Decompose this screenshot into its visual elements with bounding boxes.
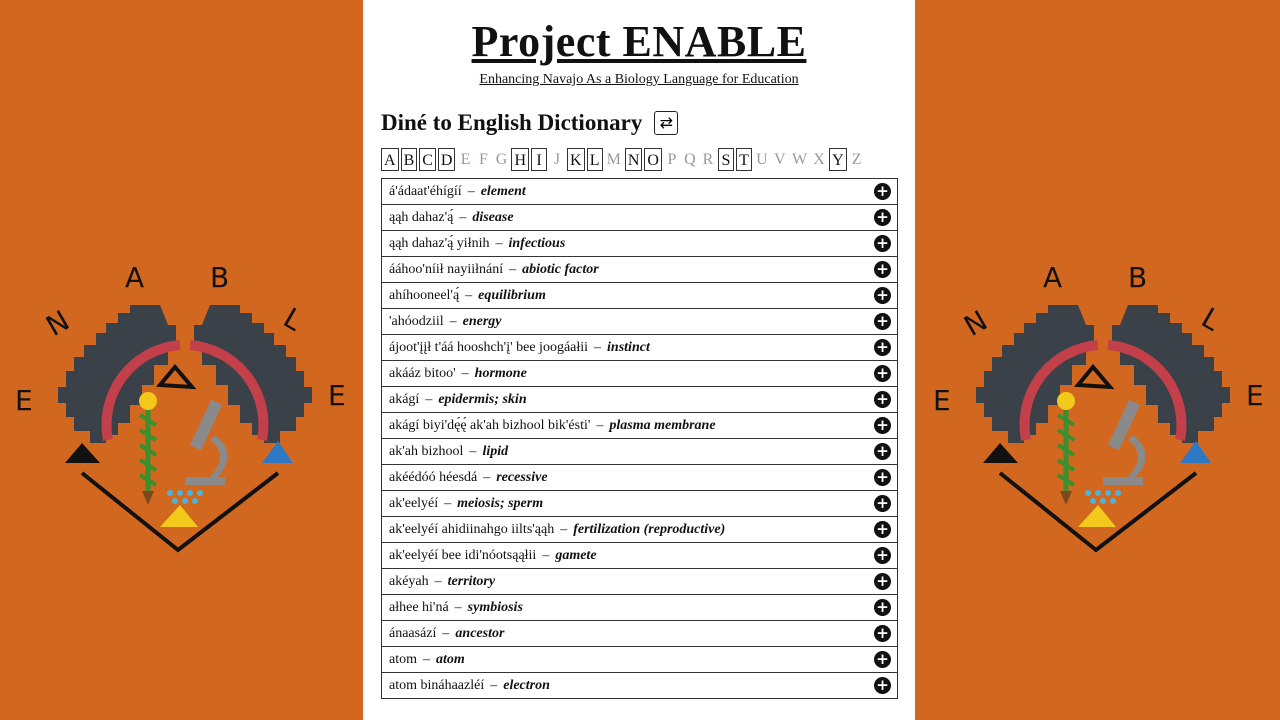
list-item[interactable] <box>382 439 897 465</box>
corn-plant <box>139 392 157 505</box>
navajo-term: akágí biyi'dę́ę́ ak'ah bizhool bik'ésti' <box>389 417 591 433</box>
expand-plus-icon[interactable]: + <box>874 235 891 252</box>
expand-plus-icon[interactable]: + <box>874 677 891 694</box>
separator: – <box>423 651 430 667</box>
separator: – <box>560 521 568 537</box>
expand-plus-icon[interactable]: + <box>874 521 891 538</box>
navajo-term: ak'eelyéí ahidiinahgo iilts'ąąh <box>389 521 555 537</box>
expand-plus-icon[interactable]: + <box>874 417 891 434</box>
svg-text:E: E <box>933 384 951 417</box>
svg-text:L: L <box>1195 301 1226 338</box>
english-term: infectious <box>508 235 566 251</box>
list-item[interactable] <box>382 517 897 543</box>
english-term: territory <box>447 573 496 589</box>
alphabet-letter-u: U <box>756 151 768 168</box>
list-item[interactable] <box>382 413 897 439</box>
logo-letter-e-left: E <box>15 384 33 417</box>
navajo-term: akááz bitoo' <box>389 365 456 381</box>
english-term: equilibrium <box>478 287 546 303</box>
english-term: abiotic factor <box>522 261 599 277</box>
separator: – <box>467 183 475 199</box>
expand-plus-icon[interactable]: + <box>874 365 891 382</box>
expand-plus-icon[interactable]: + <box>874 469 891 486</box>
yellow-mountain <box>160 505 198 527</box>
expand-plus-icon[interactable]: + <box>874 287 891 304</box>
navajo-term: ąąh dahaz'ą́ <box>389 209 454 225</box>
navajo-term: atom bináhaazléí <box>389 677 485 693</box>
alphabet-letter-r: R <box>702 151 714 168</box>
english-term: fertilization (reproductive) <box>573 521 726 537</box>
navajo-term: akéyah <box>389 573 429 589</box>
english-term: epidermis; skin <box>438 391 527 407</box>
list-item[interactable] <box>382 595 897 621</box>
enable-logo-right <box>928 205 1278 565</box>
separator: – <box>495 235 503 251</box>
english-term: energy <box>462 313 502 329</box>
navajo-term: akágí <box>389 391 420 407</box>
alphabet-letter-v: V <box>774 151 786 168</box>
navajo-term: ałhee hi'ná <box>389 599 449 615</box>
list-item[interactable] <box>382 465 897 491</box>
english-term: ancestor <box>455 625 505 641</box>
expand-plus-icon[interactable]: + <box>874 599 891 616</box>
separator: – <box>490 677 498 693</box>
list-item[interactable] <box>382 335 897 361</box>
list-item[interactable] <box>382 673 897 699</box>
expand-plus-icon[interactable]: + <box>874 391 891 408</box>
svg-text:E: E <box>1246 379 1264 412</box>
expand-plus-icon[interactable]: + <box>874 573 891 590</box>
english-term: disease <box>472 209 514 225</box>
separator: – <box>425 391 433 407</box>
separator: – <box>509 261 517 277</box>
list-item[interactable] <box>382 361 897 387</box>
english-term: meiosis; sperm <box>457 495 544 511</box>
expand-plus-icon[interactable]: + <box>874 651 891 668</box>
alphabet-letter-a[interactable]: A <box>381 148 399 171</box>
english-term: hormone <box>474 365 527 381</box>
list-item[interactable] <box>382 569 897 595</box>
alphabet-letter-n[interactable]: N <box>625 148 643 171</box>
alphabet-letter-b[interactable]: B <box>401 148 418 171</box>
expand-plus-icon[interactable]: + <box>874 625 891 642</box>
swap-arrows-icon: ⇄ <box>659 113 674 132</box>
navajo-term: ááhoo'níił nayiiłnání <box>389 261 504 277</box>
alphabet-letter-w: W <box>791 151 808 168</box>
expand-plus-icon[interactable]: + <box>874 443 891 460</box>
left-gear-shape <box>58 305 176 443</box>
alphabet-letter-g: G <box>495 151 508 168</box>
alphabet-letter-c[interactable]: C <box>419 148 436 171</box>
expand-plus-icon[interactable]: + <box>874 209 891 226</box>
alphabet-letter-d[interactable]: D <box>438 148 456 171</box>
svg-text:N: N <box>958 303 993 343</box>
alphabet-letter-x: X <box>813 151 825 168</box>
alphabet-letter-s[interactable]: S <box>718 148 734 171</box>
list-item[interactable] <box>382 621 897 647</box>
entry-list <box>381 178 898 699</box>
enable-logo-left <box>10 205 360 565</box>
expand-plus-icon[interactable]: + <box>874 313 891 330</box>
list-item[interactable] <box>382 543 897 569</box>
separator: – <box>594 339 602 355</box>
english-term: gamete <box>555 547 597 563</box>
swap-language-button[interactable] <box>654 111 678 135</box>
expand-plus-icon[interactable]: + <box>874 183 891 200</box>
site-subtitle[interactable]: Enhancing Navajo As a Biology Language for Education <box>479 72 799 87</box>
list-item[interactable] <box>382 231 897 257</box>
navajo-term: 'ahóodziil <box>389 313 444 329</box>
english-term: element <box>480 183 526 199</box>
enable-logo-graphic <box>10 205 360 565</box>
dictionary-title: Diné to English Dictionary <box>381 110 643 135</box>
alphabet-letter-l[interactable]: L <box>587 148 603 171</box>
navajo-term: ąąh dahaz'ą́ yiłnih <box>389 235 490 251</box>
english-term: instinct <box>607 339 650 355</box>
separator: – <box>454 599 462 615</box>
alphabet-letter-f: F <box>479 151 488 168</box>
alphabet-letter-q: Q <box>684 151 696 168</box>
navajo-term: á'ádaat'éhígíí <box>389 183 462 199</box>
separator: – <box>444 495 452 511</box>
separator: – <box>461 365 469 381</box>
left-mountain <box>65 443 100 463</box>
list-item[interactable] <box>382 647 897 673</box>
logo-letter-l: L <box>277 301 308 338</box>
separator: – <box>434 573 442 589</box>
separator: – <box>469 443 477 459</box>
site-header <box>363 16 915 88</box>
alphabet-letter-h[interactable]: H <box>511 148 529 171</box>
separator: – <box>459 209 467 225</box>
expand-plus-icon[interactable]: + <box>874 495 891 512</box>
alphabet-letter-y[interactable]: Y <box>829 148 847 171</box>
alphabet-letter-o[interactable]: O <box>644 148 662 171</box>
expand-plus-icon[interactable]: + <box>874 261 891 278</box>
list-item[interactable] <box>382 283 897 309</box>
separator: – <box>465 287 473 303</box>
alphabet-letter-i[interactable]: I <box>531 148 547 171</box>
alphabet-letter-m: M <box>606 151 621 168</box>
logo-letter-a: A <box>125 261 145 294</box>
english-term: lipid <box>482 443 509 459</box>
navajo-term: ánaasází <box>389 625 437 641</box>
expand-plus-icon[interactable]: + <box>874 547 891 564</box>
dictionary-header <box>381 110 915 136</box>
alphabet-letter-k[interactable]: K <box>567 148 585 171</box>
english-term: symbiosis <box>467 599 523 615</box>
navajo-term: ak'eelyéí bee idi'nóotsąąłii <box>389 547 537 563</box>
english-term: plasma membrane <box>609 417 716 433</box>
alphabet-letter-z: Z <box>851 151 862 168</box>
navajo-term: ak'eelyéí <box>389 495 439 511</box>
alphabet-letter-p: P <box>667 151 677 168</box>
english-term: recessive <box>496 469 548 485</box>
separator: – <box>449 313 457 329</box>
alphabet-letter-j: J <box>553 151 561 168</box>
list-item[interactable] <box>382 387 897 413</box>
logo-letter-e-right: E <box>328 379 346 412</box>
microscope <box>185 400 228 485</box>
navajo-term: akéédóó héesdá <box>389 469 478 485</box>
navajo-term: ak'ah bizhool <box>389 443 464 459</box>
expand-plus-icon[interactable]: + <box>874 339 891 356</box>
alphabet-nav <box>381 148 915 171</box>
separator: – <box>542 547 550 563</box>
logo-letter-n: N <box>40 303 75 343</box>
separator: – <box>442 625 450 641</box>
list-item[interactable] <box>382 257 897 283</box>
navajo-term: ahíhooneel'ą́ <box>389 287 460 303</box>
right-mountain <box>262 441 293 463</box>
water-drops <box>167 490 203 504</box>
list-item[interactable] <box>382 179 897 205</box>
separator: – <box>596 417 604 433</box>
list-item[interactable] <box>382 205 897 231</box>
mountain-outline <box>160 367 192 387</box>
svg-text:A: A <box>1043 261 1063 294</box>
svg-text:B: B <box>1128 261 1148 294</box>
site-title[interactable]: Project ENABLE <box>471 17 807 66</box>
logo-letter-b: B <box>210 261 230 294</box>
alphabet-letter-t[interactable]: T <box>736 148 752 171</box>
navajo-term: ájoot'įįł t'áá hooshch'į' bee joogáałii <box>389 339 589 355</box>
separator: – <box>483 469 491 485</box>
navajo-term: atom <box>389 651 417 667</box>
english-term: electron <box>503 677 550 693</box>
english-term: atom <box>436 651 465 667</box>
dictionary-panel <box>363 0 915 720</box>
list-item[interactable] <box>382 309 897 335</box>
alphabet-letter-e: E <box>460 151 471 168</box>
enable-logo-graphic <box>928 205 1278 565</box>
list-item[interactable] <box>382 491 897 517</box>
